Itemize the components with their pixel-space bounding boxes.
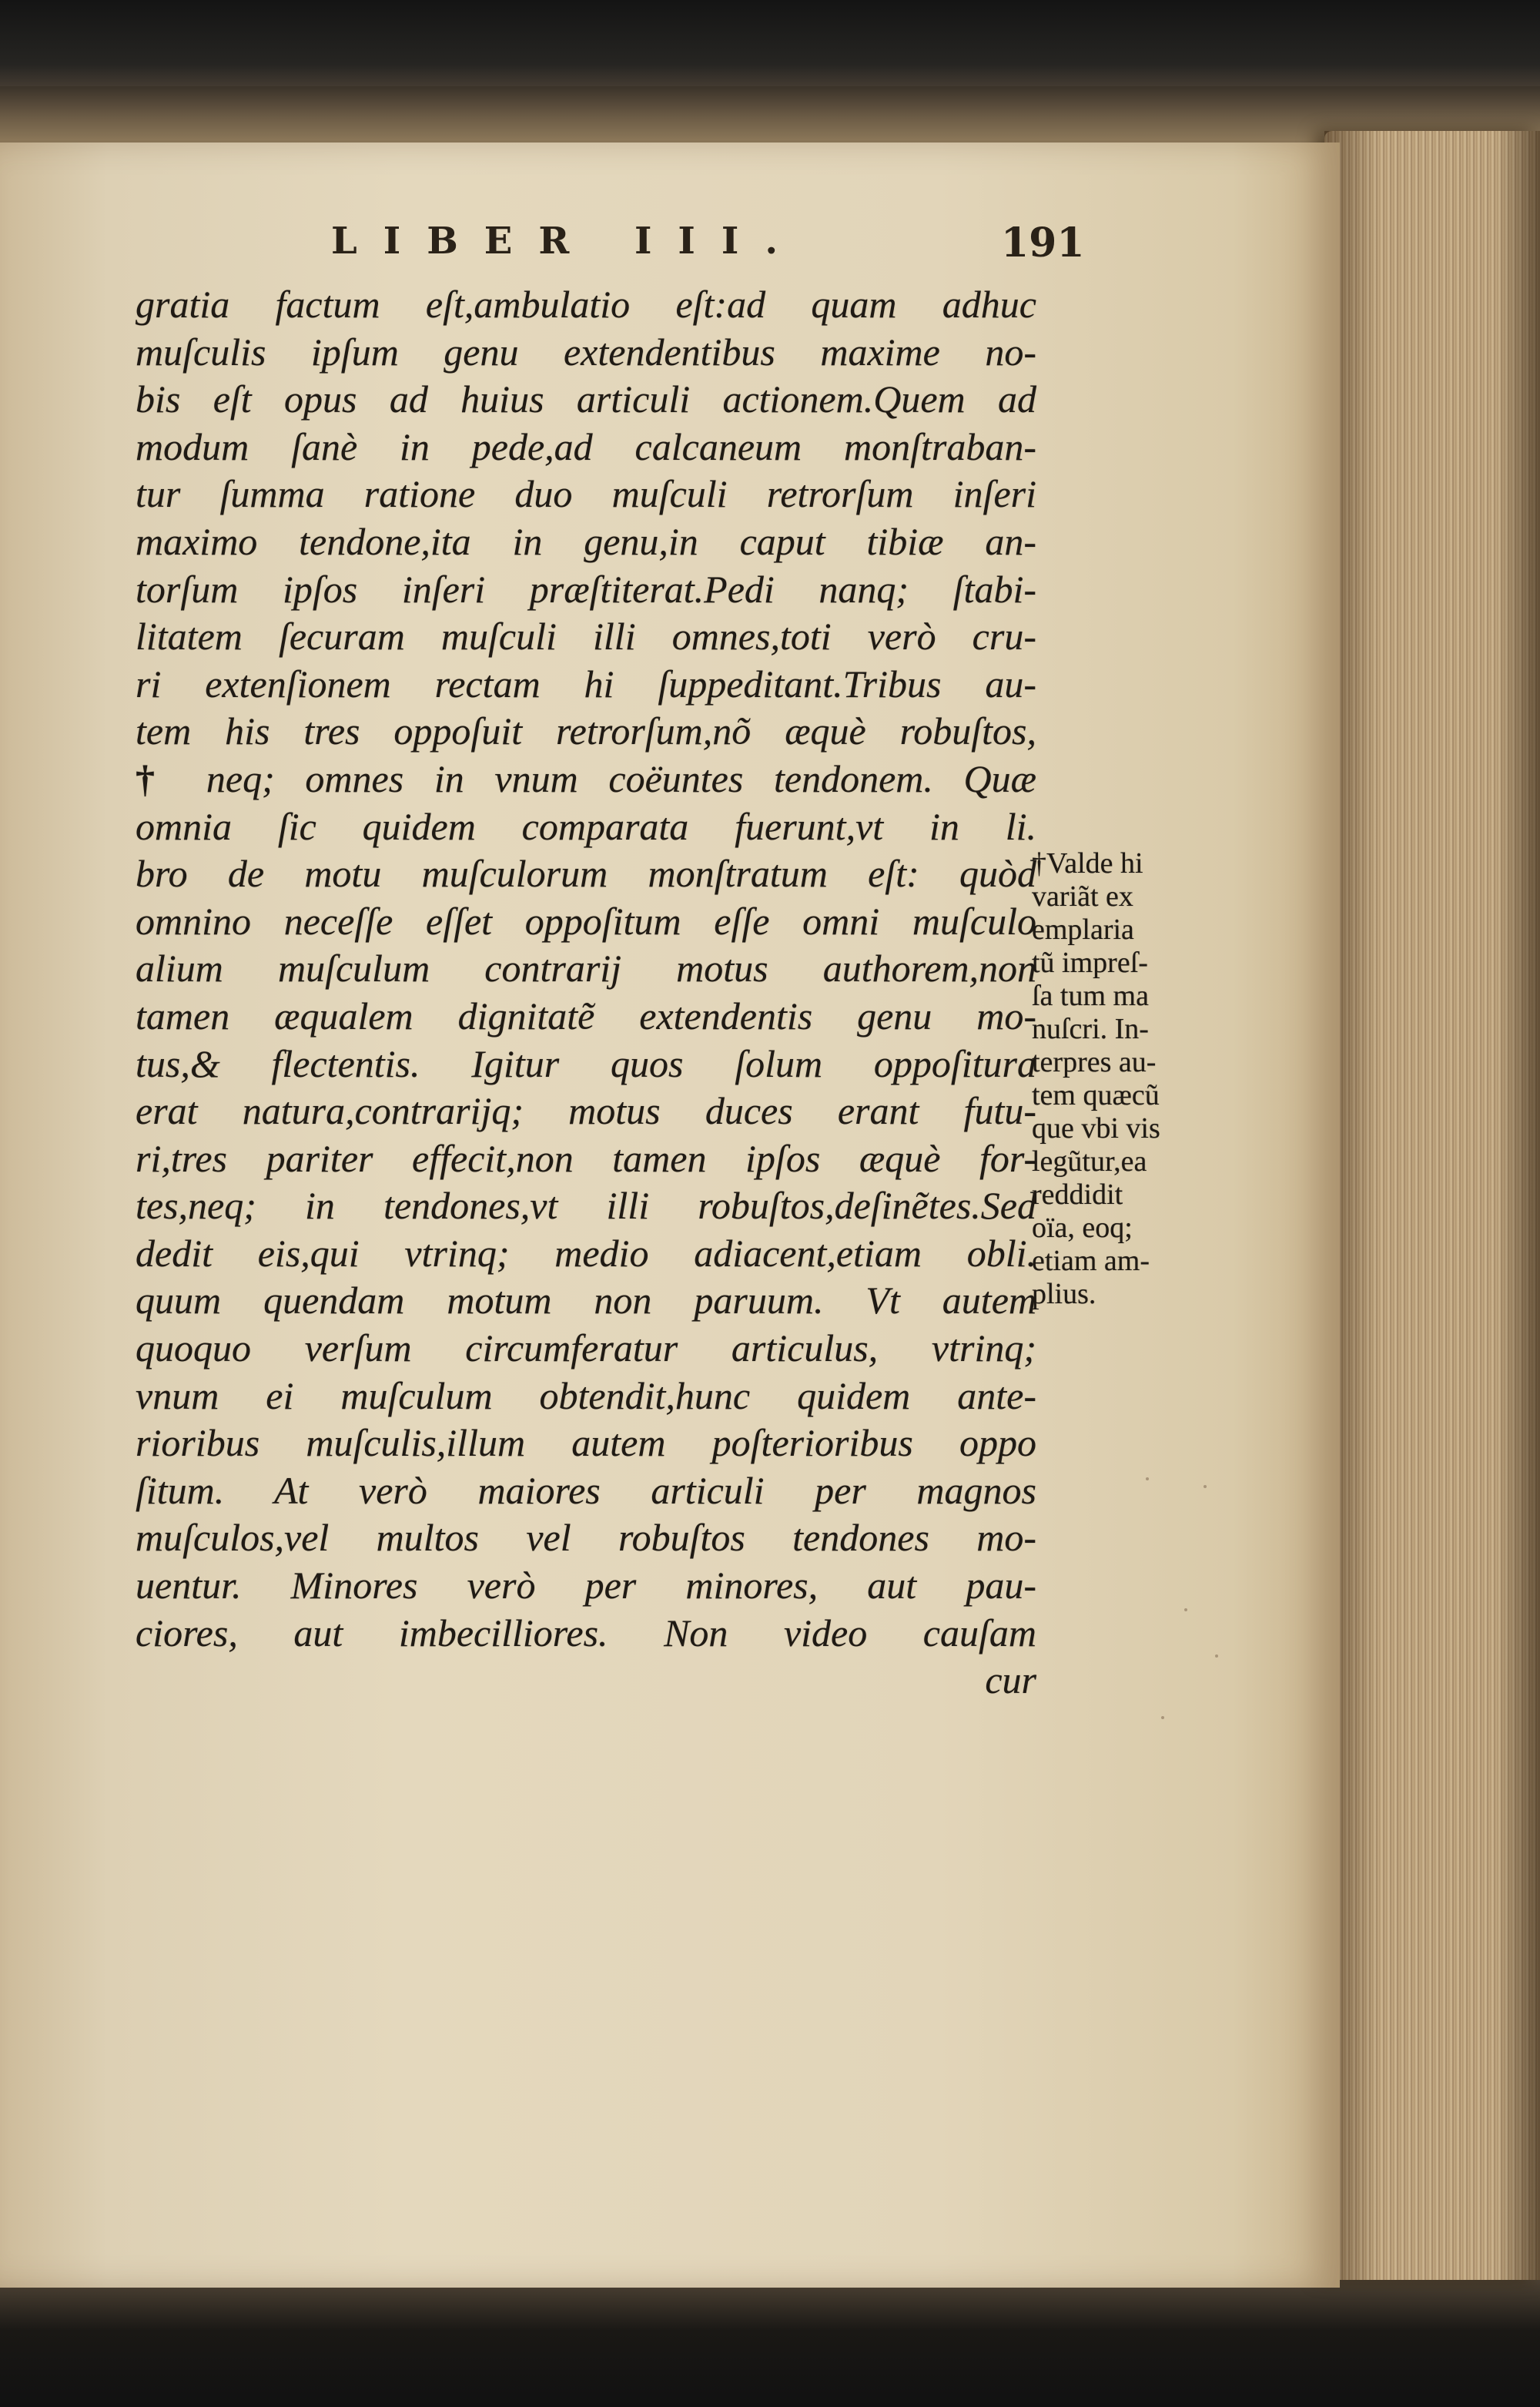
text-line: quoquo verſum circumferatur articulus, vtrinq;: [136, 1326, 1036, 1370]
marginal-note-line: tem quæcũ: [1032, 1079, 1160, 1111]
dark-background-top: [0, 0, 1540, 92]
text-line: bro de motu muſculorum monſtratum eſt: quòd: [136, 852, 1036, 896]
text-line: rioribus muſculis,illum autem poſterioribus oppo: [136, 1421, 1036, 1465]
text-line: ſitum. At verò maiores articuli per magnos: [136, 1468, 1036, 1512]
dark-background-bottom: [0, 2280, 1540, 2407]
marginal-note-line: emplaria: [1032, 914, 1134, 946]
text-line: ri,tres pariter effecit,non tamen ipſos æquè for-: [136, 1136, 1036, 1180]
marginal-note-line: variãt ex: [1032, 880, 1133, 913]
marginal-note-line: etiam am-: [1032, 1245, 1150, 1277]
text-line: vnum ei muſculum obtendit,hunc quidem ante-: [136, 1373, 1036, 1417]
text-line: bis eſt opus ad huius articuli actionem.Quem ad: [136, 377, 1036, 421]
text-line: modum ſanè in pede,ad calcaneum monſtraban-: [136, 424, 1036, 468]
marginal-note-line: terpres au-: [1032, 1046, 1157, 1078]
text-line: tes,neq; in tendones,vt illi robuſtos,deſinẽtes.Sed: [136, 1184, 1036, 1228]
text-line-with-dagger: [136, 756, 1036, 803]
text-line: litatem ſecuram muſculi illi omnes,toti verò cru-: [136, 615, 1036, 659]
text-line: muſculis ipſum genu extendentibus maxime no-: [136, 330, 1036, 374]
text-line: erat natura,contrarijq; motus duces erant futu-: [136, 1089, 1036, 1133]
marginal-note-line: ſa tum ma: [1032, 980, 1149, 1012]
text-line: maximo tendone,ita in genu,in caput tibiæ an-: [136, 519, 1036, 563]
text-line: tur ſumma ratione duo muſculi retrorſum inſeri: [136, 472, 1036, 516]
text-line: uentur. Minores verò per minores, aut pau-: [136, 1564, 1036, 1607]
page-edges-shadow: [1324, 131, 1540, 2280]
dagger-mark: †: [136, 756, 176, 800]
text-line: ciores, aut imbecilliores. Non video cauſam: [136, 1611, 1036, 1654]
marginal-note-line: reddidit: [1032, 1178, 1123, 1211]
marginal-note-line: plius.: [1032, 1278, 1096, 1310]
marginal-note: [1032, 847, 1224, 1311]
text-line: omnino neceſſe eſſet oppoſitum eſſe omni muſculo: [136, 899, 1036, 943]
text-line: tus,& flectentis. Igitur quos ſolum oppoſitura: [136, 1041, 1036, 1085]
body-text-block: [136, 281, 1036, 1705]
marginal-note-line: †Valde hi: [1032, 847, 1143, 880]
catchword: cur: [985, 1658, 1036, 1702]
running-head-title: LIBER III.: [331, 220, 805, 263]
marginal-note-line: nuſcri. In-: [1032, 1013, 1149, 1045]
text-line: tem his tres oppoſuit retrorſum,nõ æquè robuſtos,: [136, 709, 1036, 753]
marginal-note-line: oïa, eoq;: [1032, 1212, 1133, 1244]
text-line: gratia factum eſt,ambulatio eſt:ad quam adhuc: [136, 283, 1036, 326]
text-line-content: neq; omnes in vnum coëuntes tendonem. Quæ: [206, 756, 1037, 800]
text-line: torſum ipſos inſeri præſtiterat.Pedi nanq; ſtabi-: [136, 567, 1036, 611]
marginal-note-line: tũ impreſ-: [1032, 947, 1148, 979]
text-line: muſculos,vel multos vel robuſtos tendones mo-: [136, 1516, 1036, 1560]
text-line: alium muſculum contrarij motus authorem,non: [136, 947, 1036, 991]
marginal-note-line: legũtur,ea: [1032, 1145, 1147, 1178]
page-number: 191: [1001, 220, 1085, 267]
marginal-note-line: que vbi vis: [1032, 1112, 1160, 1145]
text-line: quum quendam motum non paruum. Vt autem: [136, 1279, 1036, 1323]
text-line: dedit eis,qui vtrinq; medio adiacent,etiam obli.: [136, 1231, 1036, 1275]
text-line: omnia ſic quidem comparata fuerunt,vt in li.: [136, 804, 1036, 848]
text-line: tamen æqualem dignitatẽ extendentis genu mo-: [136, 994, 1036, 1038]
text-line: ri extenſionem rectam hi ſuppeditant.Tribus au-: [136, 662, 1036, 706]
